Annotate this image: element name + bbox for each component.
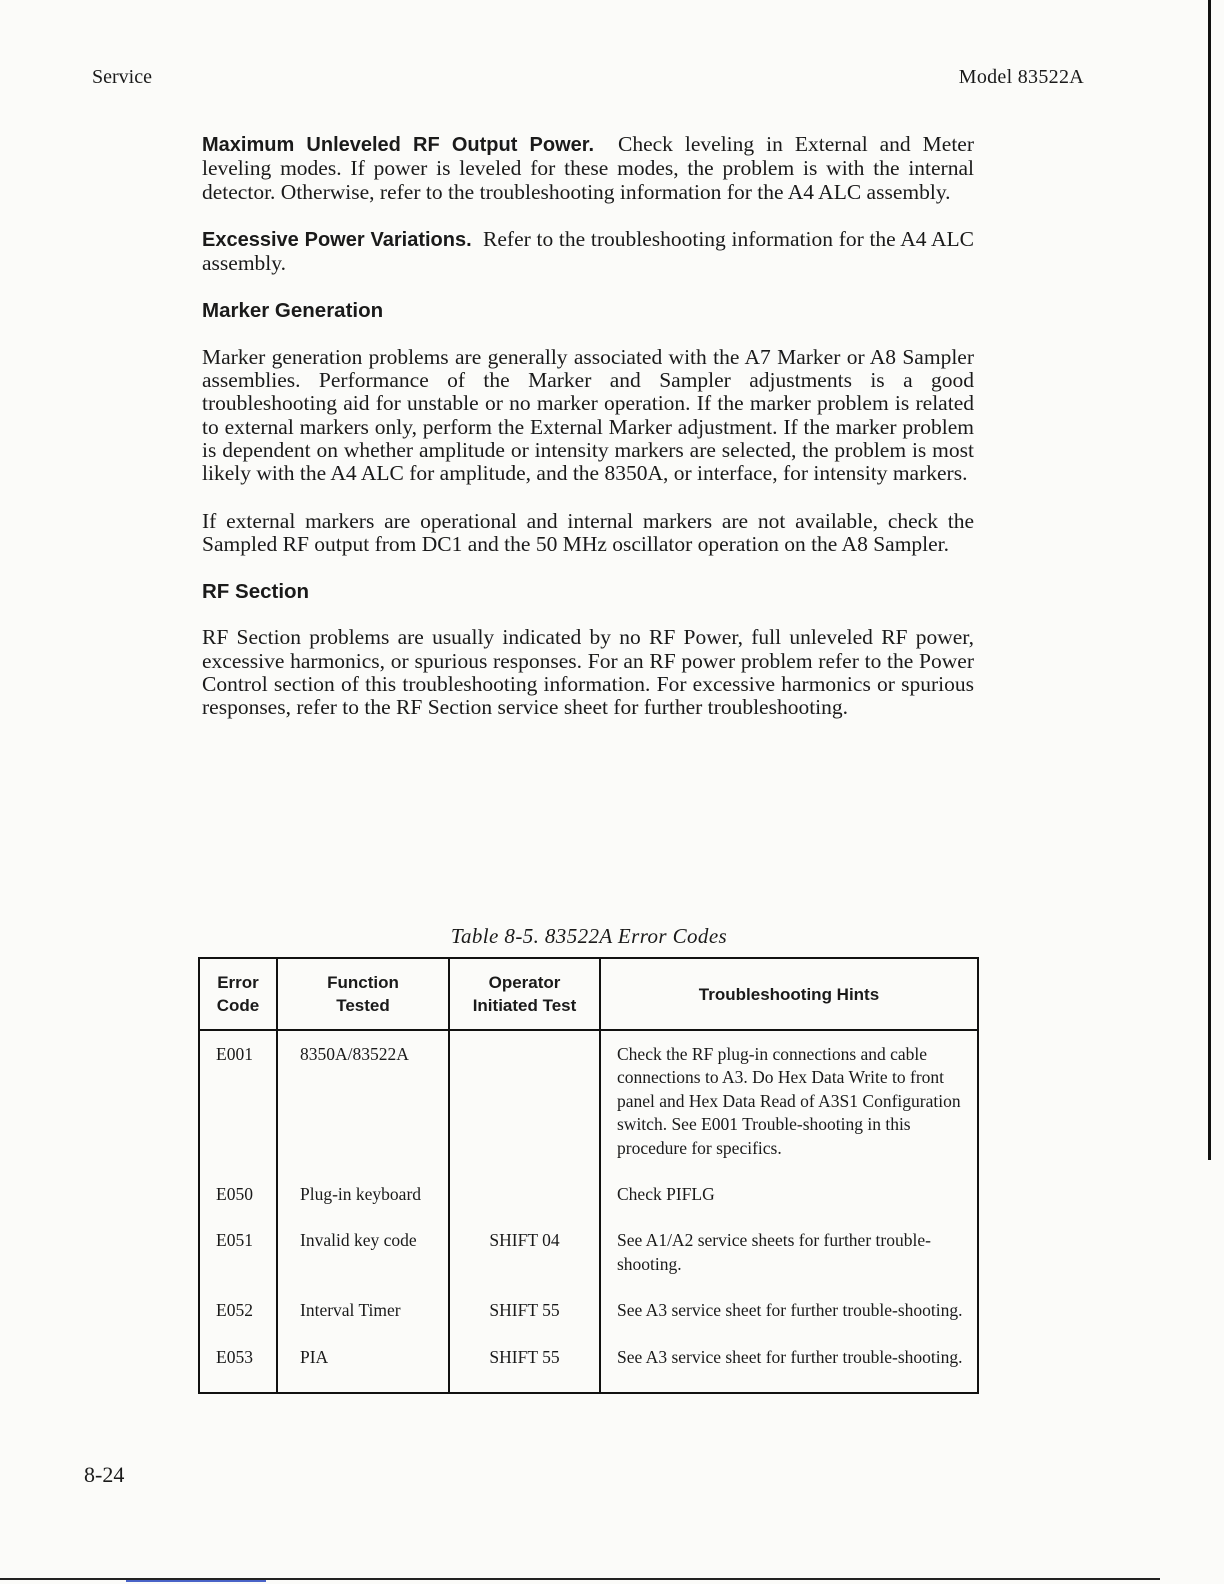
table-header-row — [199, 958, 978, 1030]
operator-test: SHIFT 55 — [449, 1346, 600, 1393]
error-codes-table — [198, 957, 979, 1394]
table-caption: Table 8-5. 83522A Error Codes — [450, 924, 728, 948]
function-tested: 8350A/83522A — [277, 1030, 449, 1183]
table-row — [199, 1299, 978, 1345]
paragraph-rf-section: RF Section problems are usually indicated by no RF Power, full unleveled RF power, excessive harmonics, or spurious responses. For an RF power problem refer to the Power Control section of this troubleshooting information. For excessive harmonics or spurious responses, refer to the RF Section service sheet for further troubleshooting. — [202, 625, 974, 720]
error-code: E051 — [199, 1229, 277, 1299]
table-row — [199, 1229, 978, 1299]
troubleshooting-hint: Check the RF plug-in connections and cable connections to A3. Do Hex Data Write to front panel and Hex Data Read of A3S1 Configuration switch. See E001 Trouble-shooting in this procedure for specifics. — [600, 1030, 978, 1183]
header-troubleshooting-hints: Troubleshooting Hints — [600, 958, 978, 1030]
running-header-section: Service — [92, 66, 152, 88]
function-tested: Plug-in keyboard — [277, 1183, 449, 1229]
run-in-heading: Excessive Power Variations. — [202, 228, 472, 251]
run-in-heading: Maximum Unleveled RF Output Power. — [202, 134, 595, 156]
paragraph-marker-2: If external markers are operational and internal markers are not available, check the Sampled RF output from DC1 and the 50 MHz oscillator operation on the A8 Sampler. — [202, 508, 974, 556]
paragraph-text: Refer to the troubleshooting information for the A4 ALC assembly. — [202, 226, 974, 276]
header-function-tested: Function Tested — [277, 958, 449, 1030]
troubleshooting-hint: See A1/A2 service sheets for further trouble-shooting. — [600, 1229, 978, 1299]
table-row — [199, 1030, 978, 1183]
troubleshooting-hint: See A3 service sheet for further trouble-shooting. — [600, 1299, 978, 1345]
function-tested: Invalid key code — [277, 1229, 449, 1299]
running-header-model: Model 83522A — [958, 66, 1084, 88]
header-operator-initiated-test: Operator Initiated Test — [449, 958, 600, 1030]
error-code: E052 — [199, 1299, 277, 1345]
operator-test — [449, 1030, 600, 1183]
table-row — [199, 1346, 978, 1393]
troubleshooting-hint: See A3 service sheet for further trouble-shooting. — [600, 1346, 978, 1393]
section-heading-rf-section: RF Section — [202, 580, 310, 604]
paragraph-excessive-power — [202, 228, 974, 276]
section-heading-marker-generation: Marker Generation — [202, 299, 384, 323]
operator-test: SHIFT 04 — [449, 1229, 600, 1299]
error-code: E050 — [199, 1183, 277, 1229]
body-text — [202, 133, 974, 744]
right-margin-rule — [1208, 0, 1211, 1160]
operator-test — [449, 1183, 600, 1229]
troubleshooting-hint: Check PIFLG — [600, 1183, 978, 1229]
function-tested: PIA — [277, 1346, 449, 1393]
paragraph-max-unleveled — [202, 133, 974, 204]
page-number: 8-24 — [84, 1462, 125, 1487]
bottom-scan-mark — [126, 1580, 266, 1582]
error-code: E053 — [199, 1346, 277, 1393]
table-row — [199, 1183, 978, 1229]
paragraph-marker-1: Marker generation problems are generally associated with the A7 Marker or A8 Sampler assemblies. Performance of the Marker and Sampler adjustments is a good troubleshooting aid for unstable or no marker operation. If the marker problem is related to external markers only, perform the External Marker adjustment. If the marker problem is dependent on whether amplitude or intensity markers are selected, the problem is most likely with the A4 ALC for amplitude, and the 8350A, or interface, for intensity markers. — [202, 344, 974, 486]
paragraph-text: Check leveling in External and Meter leveling modes. If power is leveled for these modes, the problem is with the internal detector. Otherwise, refer to the troubleshooting information for the A4 ALC assembly. — [202, 132, 975, 204]
error-code: E001 — [199, 1030, 277, 1183]
header-error-code: Error Code — [199, 958, 277, 1030]
operator-test: SHIFT 55 — [449, 1299, 600, 1345]
function-tested: Interval Timer — [277, 1299, 449, 1345]
